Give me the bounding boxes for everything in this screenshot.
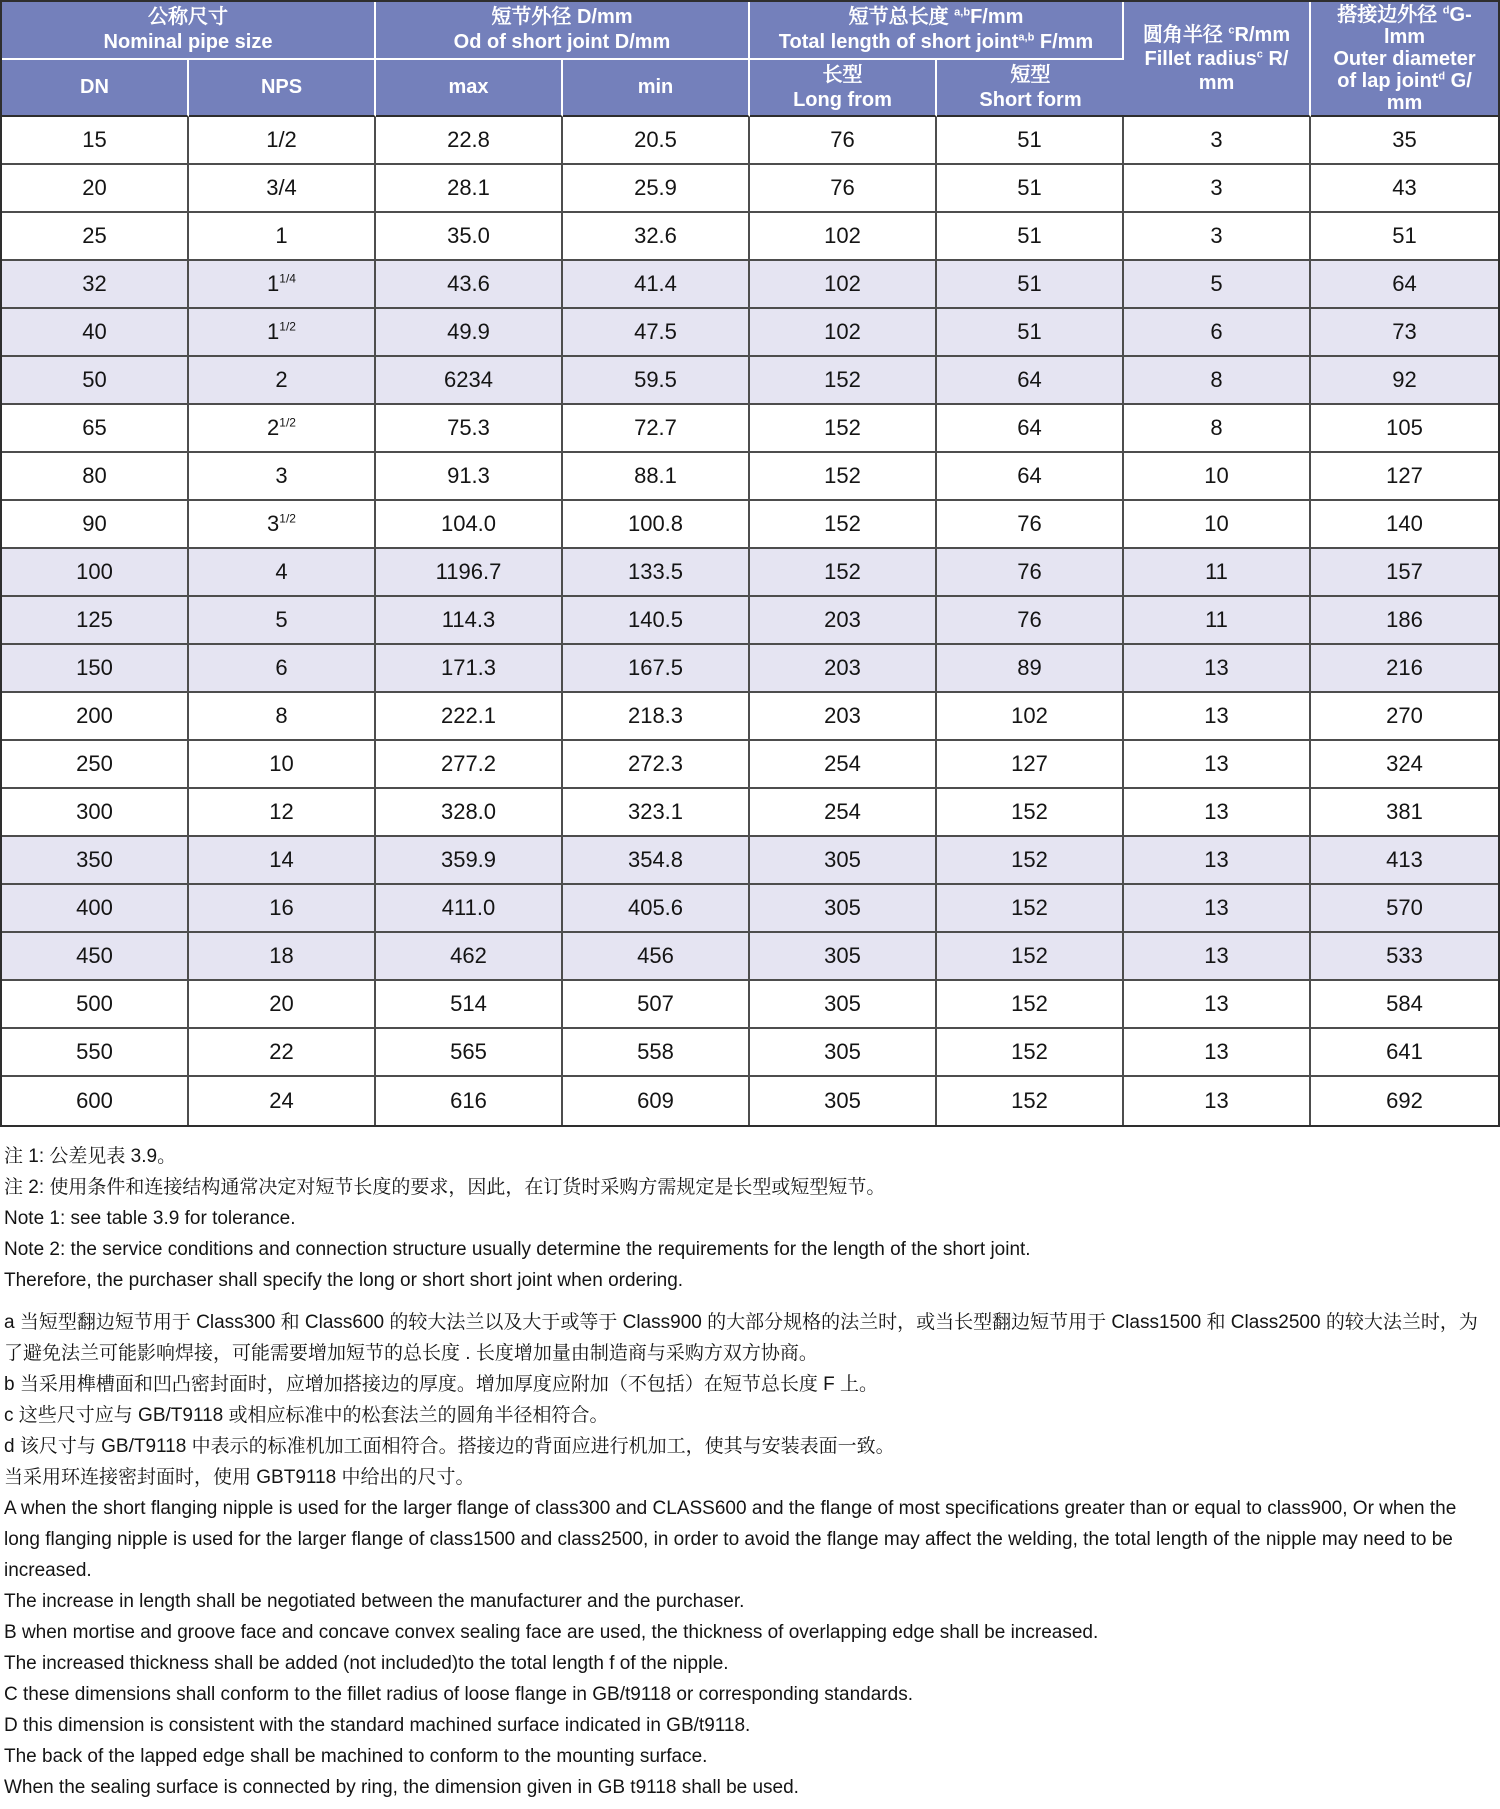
cell-fillet: 13 <box>1124 693 1311 741</box>
cell-min: 100.8 <box>563 501 750 549</box>
cell-short: 152 <box>937 885 1124 933</box>
cell-max: 28.1 <box>376 165 563 213</box>
cell-nps: 20 <box>189 981 376 1029</box>
cell-max: 565 <box>376 1029 563 1077</box>
table-row <box>2 117 1498 165</box>
table-row <box>2 501 1498 549</box>
header-od-short-joint-zh: 短节外径 D/mm <box>491 6 633 28</box>
cell-dn: 500 <box>2 981 189 1029</box>
cell-long: 305 <box>750 933 937 981</box>
cell-fillet: 11 <box>1124 597 1311 645</box>
header-long-form: 长型 Long from <box>750 60 937 117</box>
cell-dn: 450 <box>2 933 189 981</box>
cell-fillet: 13 <box>1124 1077 1311 1125</box>
table-row <box>2 789 1498 837</box>
cell-short: 64 <box>937 405 1124 453</box>
cell-min: 218.3 <box>563 693 750 741</box>
cell-fillet: 13 <box>1124 645 1311 693</box>
cell-min: 133.5 <box>563 549 750 597</box>
header-fillet-radius <box>1124 2 1311 117</box>
cell-min: 20.5 <box>563 117 750 165</box>
header-nominal-pipe-size-zh: 公称尺寸 <box>148 6 228 28</box>
cell-outer: 140 <box>1311 501 1498 549</box>
cell-min: 323.1 <box>563 789 750 837</box>
cell-max: 171.3 <box>376 645 563 693</box>
cell-long: 254 <box>750 741 937 789</box>
cell-short: 51 <box>937 213 1124 261</box>
cell-min: 405.6 <box>563 885 750 933</box>
cell-min: 272.3 <box>563 741 750 789</box>
cell-dn: 100 <box>2 549 189 597</box>
table-row <box>2 309 1498 357</box>
cell-nps: 24 <box>189 1077 376 1125</box>
footnote-marker: d <box>1442 3 1450 16</box>
fraction-superscript: 1/2 <box>279 415 296 430</box>
cell-short: 76 <box>937 549 1124 597</box>
cell-min: 72.7 <box>563 405 750 453</box>
cell-outer: 92 <box>1311 357 1498 405</box>
cell-long: 102 <box>750 309 937 357</box>
cell-max: 22.8 <box>376 117 563 165</box>
cell-nps: 22 <box>189 1029 376 1077</box>
cell-long: 152 <box>750 453 937 501</box>
cell-fillet: 13 <box>1124 837 1311 885</box>
cell-outer: 324 <box>1311 741 1498 789</box>
header-nominal-pipe-size <box>2 2 376 60</box>
cell-fillet: 10 <box>1124 501 1311 549</box>
cell-max: 49.9 <box>376 309 563 357</box>
cell-fillet: 13 <box>1124 981 1311 1029</box>
header-total-length-en: Total length of short joint$^{a,b}$ F/mm <box>778 31 1094 53</box>
cell-fillet: 13 <box>1124 885 1311 933</box>
cell-fillet: 13 <box>1124 1029 1311 1077</box>
cell-min: 32.6 <box>563 213 750 261</box>
table-row <box>2 693 1498 741</box>
cell-short: 64 <box>937 453 1124 501</box>
cell-max: 328.0 <box>376 789 563 837</box>
cell-fillet: 3 <box>1124 165 1311 213</box>
note-line: Note 1: see table 3.9 for tolerance. <box>4 1208 296 1229</box>
header-max: max <box>376 60 563 117</box>
cell-nps: 1/2 <box>189 117 376 165</box>
cell-min: 354.8 <box>563 837 750 885</box>
footnotes-block <box>4 1307 1494 1803</box>
cell-max: 359.9 <box>376 837 563 885</box>
cell-nps: 3 <box>189 453 376 501</box>
cell-outer: 105 <box>1311 405 1498 453</box>
cell-dn: 250 <box>2 741 189 789</box>
cell-outer: 51 <box>1311 213 1498 261</box>
cell-long: 76 <box>750 165 937 213</box>
cell-nps: 10 <box>189 741 376 789</box>
footnote-marker: d <box>1438 69 1446 82</box>
footnote-marker: a,b <box>954 6 971 19</box>
header-outer-diameter-en-line1: Outer diameter <box>1333 47 1476 70</box>
cell-max: 6234 <box>376 357 563 405</box>
cell-long: 203 <box>750 645 937 693</box>
cell-min: 140.5 <box>563 597 750 645</box>
cell-max: 104.0 <box>376 501 563 549</box>
cell-dn: 150 <box>2 645 189 693</box>
cell-short: 152 <box>937 789 1124 837</box>
cell-fillet: 3 <box>1124 117 1311 165</box>
cell-nps: 3/4 <box>189 165 376 213</box>
cell-outer: 692 <box>1311 1077 1498 1125</box>
cell-dn: 25 <box>2 213 189 261</box>
table-row <box>2 837 1498 885</box>
footnote-line: When the sealing surface is connected by ring, the dimension given in GB t9118 shall be used. <box>4 1777 799 1798</box>
cell-dn: 300 <box>2 789 189 837</box>
header-fillet-radius-en-tail: mm <box>1198 71 1235 94</box>
cell-short: 152 <box>937 933 1124 981</box>
cell-fillet: 6 <box>1124 309 1311 357</box>
cell-long: 102 <box>750 261 937 309</box>
cell-fillet: 8 <box>1124 357 1311 405</box>
cell-fillet: 5 <box>1124 261 1311 309</box>
cell-nps: 1 <box>189 213 376 261</box>
footnote-line: The increased thickness shall be added (not included)to the total length f of the nipple. <box>4 1653 729 1674</box>
table-row <box>2 645 1498 693</box>
cell-dn: 125 <box>2 597 189 645</box>
header-outer-diameter-zh-line2: lmm <box>1383 25 1426 48</box>
cell-long: 203 <box>750 693 937 741</box>
header-total-length-zh: 短节总长度 $^{a,b}$F/mm <box>848 6 1024 28</box>
cell-nps: 2 <box>189 357 376 405</box>
header-nps: NPS <box>189 60 376 117</box>
footnote-line: a 当短型翻边短节用于 Class300 和 Class600 的较大法兰以及大于或等于 Class900 的大部分规格的法兰时，或当长型翻边短节用于 Class1500 和 Class2500 的较大法兰时，为了避免法兰可能影响焊接，可能需要增加短节的总长度 . 长度增加量由制造商与采购方双方协商。 <box>4 1312 1478 1364</box>
footnote-line: B when mortise and groove face and concave convex sealing face are used, the thickness of overlapping edge shall be increased. <box>4 1622 1099 1643</box>
header-fillet-radius-en: Fillet radius$^c$ R/ <box>1144 47 1289 70</box>
footnote-marker: a,b <box>1018 31 1035 44</box>
footnote-line: c 这些尺寸应与 GB/T9118 或相应标准中的松套法兰的圆角半径相符合。 <box>4 1405 609 1426</box>
cell-short: 76 <box>937 597 1124 645</box>
cell-long: 152 <box>750 357 937 405</box>
cell-outer: 127 <box>1311 453 1498 501</box>
header-min: min <box>563 60 750 117</box>
cell-long: 305 <box>750 837 937 885</box>
cell-nps: 5 <box>189 597 376 645</box>
cell-min: 41.4 <box>563 261 750 309</box>
header-dn: DN <box>2 60 189 117</box>
footnote-line: 当采用环连接密封面时，使用 GBT9118 中给出的尺寸。 <box>4 1467 475 1488</box>
cell-outer: 533 <box>1311 933 1498 981</box>
table-row <box>2 453 1498 501</box>
footnote-marker: c <box>1256 47 1263 60</box>
table-row <box>2 549 1498 597</box>
fraction-superscript: 1/4 <box>279 271 296 286</box>
cell-outer: 641 <box>1311 1029 1498 1077</box>
header-total-length <box>750 2 1124 60</box>
cell-nps: 4 <box>189 549 376 597</box>
cell-nps: 8 <box>189 693 376 741</box>
cell-long: 76 <box>750 117 937 165</box>
cell-fillet: 13 <box>1124 933 1311 981</box>
cell-outer: 570 <box>1311 885 1498 933</box>
cell-nps: $3^{1/2}$ <box>189 501 376 549</box>
cell-fillet: 10 <box>1124 453 1311 501</box>
cell-fillet: 3 <box>1124 213 1311 261</box>
table-row <box>2 981 1498 1029</box>
cell-dn: 400 <box>2 885 189 933</box>
cell-nps: 18 <box>189 933 376 981</box>
header-outer-diameter-en-line2: of lap joint$^d$ G/ <box>1337 69 1472 92</box>
cell-long: 305 <box>750 1077 937 1125</box>
notes-block <box>4 1141 1494 1296</box>
note-line: 注 1: 公差见表 3.9。 <box>4 1146 177 1167</box>
cell-max: 35.0 <box>376 213 563 261</box>
cell-short: 102 <box>937 693 1124 741</box>
cell-short: 51 <box>937 261 1124 309</box>
cell-min: 167.5 <box>563 645 750 693</box>
table-row <box>2 933 1498 981</box>
cell-max: 114.3 <box>376 597 563 645</box>
cell-long: 152 <box>750 501 937 549</box>
table-row <box>2 597 1498 645</box>
header-outer-diameter-lap-joint <box>1311 2 1498 117</box>
cell-outer: 216 <box>1311 645 1498 693</box>
table-row <box>2 1077 1498 1125</box>
note-line: 注 2: 使用条件和连接结构通常决定对短节长度的要求，因此，在订货时采购方需规定是长型或短型短节。 <box>4 1177 886 1198</box>
cell-outer: 584 <box>1311 981 1498 1029</box>
cell-nps: $1^{1/2}$ <box>189 309 376 357</box>
table-row <box>2 1029 1498 1077</box>
cell-fillet: 8 <box>1124 405 1311 453</box>
cell-short: 152 <box>937 837 1124 885</box>
cell-min: 456 <box>563 933 750 981</box>
cell-nps: $1^{1/4}$ <box>189 261 376 309</box>
cell-outer: 73 <box>1311 309 1498 357</box>
cell-short: 152 <box>937 1029 1124 1077</box>
cell-max: 277.2 <box>376 741 563 789</box>
cell-short: 64 <box>937 357 1124 405</box>
cell-outer: 35 <box>1311 117 1498 165</box>
cell-long: 305 <box>750 981 937 1029</box>
footnote-line: d 该尺寸与 GB/T9118 中表示的标准机加工面相符合。搭接边的背面应进行机加工，使其与安装表面一致。 <box>4 1436 895 1457</box>
cell-short: 152 <box>937 981 1124 1029</box>
cell-short: 127 <box>937 741 1124 789</box>
cell-max: 1196.7 <box>376 549 563 597</box>
table-row <box>2 213 1498 261</box>
cell-min: 507 <box>563 981 750 1029</box>
cell-long: 203 <box>750 597 937 645</box>
fraction-superscript: 1/2 <box>279 319 296 334</box>
note-line: Therefore, the purchaser shall specify the long or short short joint when ordering. <box>4 1270 684 1291</box>
footnote-marker: c <box>1228 23 1235 36</box>
cell-long: 152 <box>750 405 937 453</box>
cell-max: 411.0 <box>376 885 563 933</box>
header-fillet-radius-zh: 圆角半径 $^c$R/mm <box>1142 23 1291 46</box>
footnote-line: D this dimension is consistent with the standard machined surface indicated in GB/t9118. <box>4 1715 751 1736</box>
table-row <box>2 741 1498 789</box>
cell-dn: 15 <box>2 117 189 165</box>
cell-long: 305 <box>750 1029 937 1077</box>
cell-long: 152 <box>750 549 937 597</box>
cell-max: 616 <box>376 1077 563 1125</box>
cell-long: 254 <box>750 789 937 837</box>
cell-nps: 6 <box>189 645 376 693</box>
cell-nps: 12 <box>189 789 376 837</box>
header-nominal-pipe-size-en: Nominal pipe size <box>103 31 273 53</box>
footnote-line: C these dimensions shall conform to the fillet radius of loose flange in GB/t9118 or corresponding standards. <box>4 1684 913 1705</box>
cell-min: 609 <box>563 1077 750 1125</box>
cell-dn: 32 <box>2 261 189 309</box>
cell-nps: $2^{1/2}$ <box>189 405 376 453</box>
cell-nps: 14 <box>189 837 376 885</box>
header-short-form: 短型 Short form <box>937 60 1124 117</box>
footnote-line: The increase in length shall be negotiated between the manufacturer and the purchaser. <box>4 1591 745 1612</box>
cell-outer: 381 <box>1311 789 1498 837</box>
cell-fillet: 13 <box>1124 789 1311 837</box>
header-od-short-joint-en: Od of short joint D/mm <box>453 31 671 53</box>
fraction-superscript: 1/2 <box>279 511 296 526</box>
cell-max: 43.6 <box>376 261 563 309</box>
cell-min: 47.5 <box>563 309 750 357</box>
cell-outer: 186 <box>1311 597 1498 645</box>
cell-short: 89 <box>937 645 1124 693</box>
cell-long: 102 <box>750 213 937 261</box>
header-outer-diameter-zh: 搭接边外径 $^d$G- <box>1337 3 1472 26</box>
cell-min: 59.5 <box>563 357 750 405</box>
table-row <box>2 357 1498 405</box>
cell-max: 462 <box>376 933 563 981</box>
table-row <box>2 165 1498 213</box>
notes-section <box>0 1127 1500 1809</box>
cell-outer: 270 <box>1311 693 1498 741</box>
header-od-short-joint <box>376 2 750 60</box>
cell-outer: 43 <box>1311 165 1498 213</box>
cell-dn: 600 <box>2 1077 189 1125</box>
cell-dn: 200 <box>2 693 189 741</box>
cell-dn: 65 <box>2 405 189 453</box>
note-line: Note 2: the service conditions and connection structure usually determine the requirements for the length of the short joint. <box>4 1239 1031 1260</box>
cell-fillet: 13 <box>1124 741 1311 789</box>
table-row <box>2 261 1498 309</box>
cell-dn: 20 <box>2 165 189 213</box>
cell-dn: 90 <box>2 501 189 549</box>
table-row <box>2 405 1498 453</box>
header-outer-diameter-en-tail: mm <box>1386 91 1423 114</box>
cell-min: 558 <box>563 1029 750 1077</box>
cell-outer: 157 <box>1311 549 1498 597</box>
cell-short: 51 <box>937 117 1124 165</box>
footnote-line: b 当采用榫槽面和凹凸密封面时，应增加搭接边的厚度。增加厚度应附加（不包括）在短节总长度 F 上。 <box>4 1374 879 1395</box>
cell-dn: 40 <box>2 309 189 357</box>
cell-dn: 50 <box>2 357 189 405</box>
cell-short: 51 <box>937 165 1124 213</box>
cell-fillet: 11 <box>1124 549 1311 597</box>
cell-outer: 64 <box>1311 261 1498 309</box>
cell-max: 91.3 <box>376 453 563 501</box>
cell-short: 51 <box>937 309 1124 357</box>
table-row <box>2 885 1498 933</box>
footnote-line: A when the short flanging nipple is used for the larger flange of class300 and CLASS600 and the flange of most specifications greater than or equal to class900, Or when the long flanging nipple is used for the larger flange of class1500 and class2500, in order to avoid the flange may affect the welding, the total length of the nipple may need to be increased. <box>4 1498 1457 1581</box>
cell-dn: 350 <box>2 837 189 885</box>
cell-dn: 80 <box>2 453 189 501</box>
cell-max: 222.1 <box>376 693 563 741</box>
cell-short: 152 <box>937 1077 1124 1125</box>
cell-max: 75.3 <box>376 405 563 453</box>
cell-outer: 413 <box>1311 837 1498 885</box>
cell-short: 76 <box>937 501 1124 549</box>
cell-min: 25.9 <box>563 165 750 213</box>
cell-max: 514 <box>376 981 563 1029</box>
cell-long: 305 <box>750 885 937 933</box>
cell-nps: 16 <box>189 885 376 933</box>
cell-dn: 550 <box>2 1029 189 1077</box>
cell-min: 88.1 <box>563 453 750 501</box>
footnote-line: The back of the lapped edge shall be machined to conform to the mounting surface. <box>4 1746 708 1767</box>
